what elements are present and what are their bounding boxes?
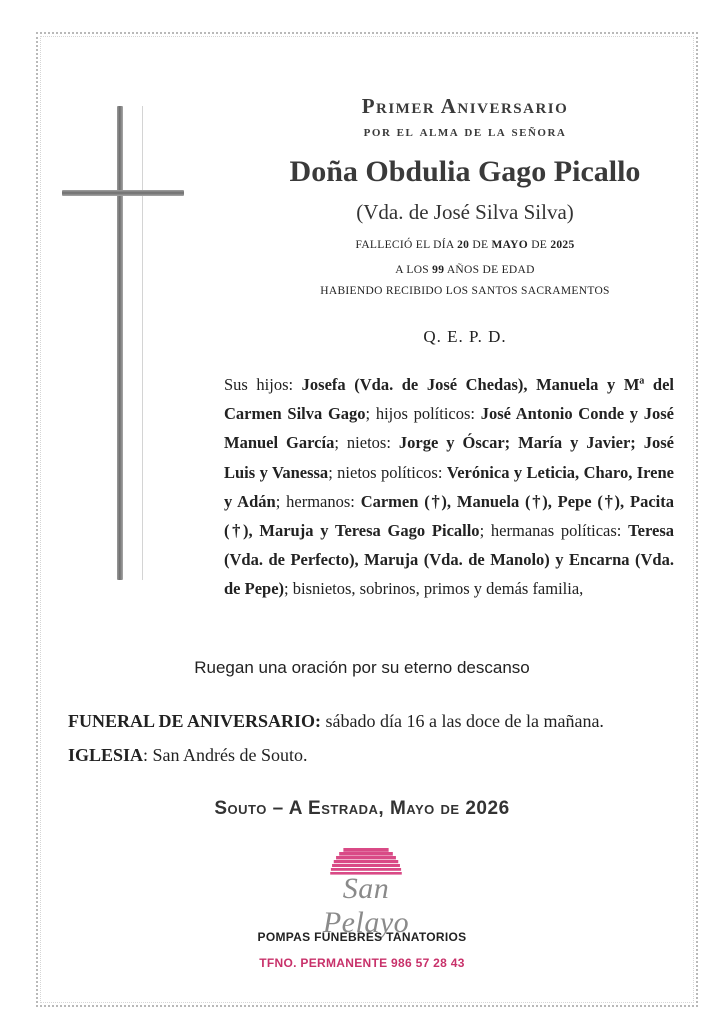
prayer-request: Ruegan una oración por su eterno descanso (194, 658, 530, 677)
san-pelayo-logo (296, 846, 436, 939)
sunrise-stripe (339, 852, 393, 856)
family-names: Teresa (Vda. de Perfecto), Maruja (Vda. de Manolo) y Encarna (Vda. de Pepe) (224, 521, 674, 599)
sunrise-stripe (331, 868, 401, 871)
family-relation: ; nietos políticos: (328, 462, 447, 482)
church-info: IGLESIA: San Andrés de Souto. (68, 745, 308, 765)
family-names: Josefa (Vda. de José Chedas), Manuela y Mª del Carmen Silva Gago (224, 375, 674, 424)
family-relation: ; hermanas políticas: (479, 521, 629, 541)
family-names: Verónica y Leticia, Charo, Irene y Adán (224, 462, 674, 511)
sunrise-stripe (343, 848, 388, 852)
family-relation: ; hermanos: (275, 491, 361, 511)
age-line: A LOS 99 AÑOS DE EDAD (395, 264, 535, 276)
sunrise-stripe (332, 864, 400, 867)
cross-icon (62, 106, 184, 580)
dedication-line: por el alma de la señora (363, 124, 567, 140)
anniversary-title: Primer Aniversario (361, 94, 569, 118)
family-names: Carmen (†), Manuela (†), Pepe (†), Pacita (†), Maruja y Teresa Gago Picallo (224, 491, 674, 541)
family-relation: Sus hijos: (224, 375, 302, 394)
widow-line: (Vda. de José Silva Silva) (356, 200, 574, 224)
sunrise-stripe (336, 856, 396, 859)
family-names: José Antonio Conde y José Manuel García (224, 404, 674, 453)
funeral-info: FUNERAL DE ANIVERSARIO: sábado día 16 a las doce de la mañana. (68, 711, 604, 731)
family-paragraph (224, 370, 674, 604)
sacraments-line: HABIENDO RECIBIDO LOS SANTOS SACRAMENTOS (320, 285, 610, 297)
death-date-line: FALLECIÓ EL DÍA 20 DE MAYO DE 2025 (355, 239, 575, 251)
sunrise-stripe (334, 860, 398, 863)
logo-text: San Pelayo (322, 872, 410, 939)
family-names: Jorge y Óscar; María y Javier; José Luis y Vanessa (224, 433, 675, 482)
place-date: Souto – A Estrada, Mayo de 2026 (214, 798, 510, 819)
deceased-name: Doña Obdulia Gago Picallo (289, 155, 641, 188)
phone-number: TFNO. PERMANENTE 986 57 28 43 (259, 956, 465, 970)
family-relation: ; nietos: (334, 433, 399, 453)
qepd: Q. E. P. D. (423, 327, 507, 346)
family-relation: ; hijos políticos: (365, 404, 481, 424)
family-relation: ; bisnietos, sobrinos, primos y demás familia, (284, 579, 584, 599)
company-name: POMPAS FUNEBRES TANATORIOS (257, 930, 467, 944)
